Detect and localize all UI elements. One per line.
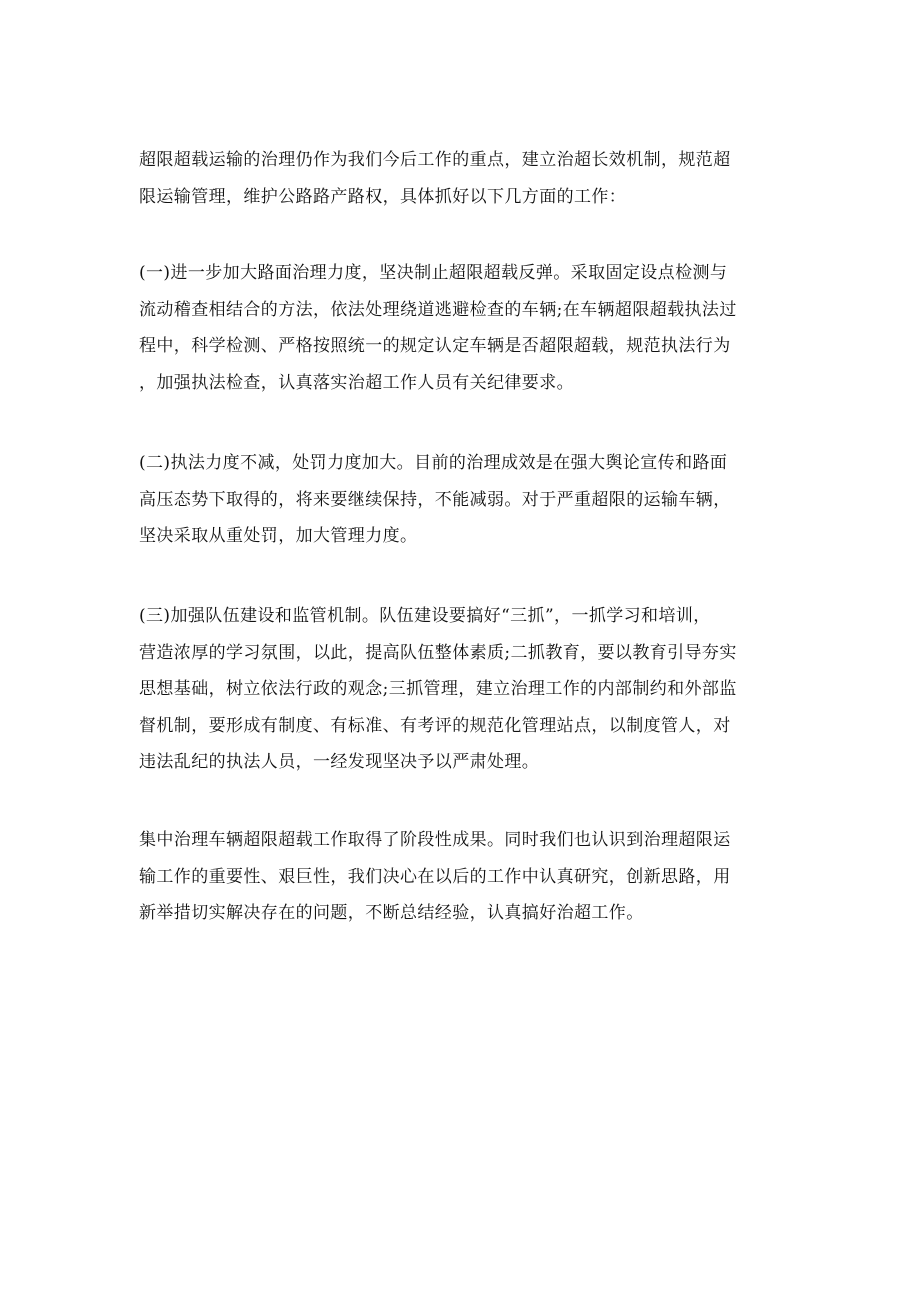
text-line: (二)执法力度不减，处罚力度加大。目前的治理成效是在强大舆论宣传和路面	[139, 453, 728, 473]
paragraph-item-two	[139, 445, 799, 555]
text-line: 限运输管理，维护公路路产路权，具体抓好以下几方面的工作：	[139, 186, 627, 207]
paragraph-item-three	[139, 598, 799, 781]
text-line: 督机制，要形成有制度、有标准、有考评的规范化管理站点，以制度管人，对	[139, 715, 731, 736]
text-line: 流动稽查相结合的方法，依法处理绕道逃避检查的车辆;在车辆超限超载执法过	[139, 299, 737, 320]
text-line: (一)进一步加大路面治理力度，坚决制止超限超载反弹。采取固定设点检测与	[139, 263, 728, 283]
text-line: ，加强执法检查，认真落实治超工作人员有关纪律要求。	[139, 372, 574, 393]
text-line: 思想基础，树立依法行政的观念;三抓管理，建立治理工作的内部制约和外部监	[139, 679, 737, 699]
text-line: 高压态势下取得的，将来要继续保持，不能减弱。对于严重超限的运输车辆，	[139, 489, 731, 510]
paragraph-intro	[139, 142, 799, 215]
text-line: 程中，科学检测、严格按照统一的规定认定车辆是否超限超载，规范执法行为	[139, 336, 731, 356]
text-line: 超限超载运输的治理仍作为我们今后工作的重点，建立治超长效机制，规范超	[139, 150, 731, 170]
text-line: (三)加强队伍建设和监管机制。队伍建设要搞好“三抓”，一抓学习和培训，	[139, 606, 711, 626]
text-line: 输工作的重要性、艰巨性，我们决心在以后的工作中认真研究，创新思路，用	[139, 866, 731, 887]
paragraph-conclusion	[139, 822, 799, 932]
text-line: 坚决采取从重处罚，加大管理力度。	[139, 526, 418, 546]
text-line: 集中治理车辆超限超载工作取得了阶段性成果。同时我们也认识到治理超限运	[139, 830, 731, 850]
text-line: 营造浓厚的学习氛围，以此，提高队伍整体素质;二抓教育，要以教育引导夯实	[139, 642, 737, 663]
text-line: 违法乱纪的执法人员，一经发现坚决予以严肃处理。	[139, 752, 540, 772]
text-line: 新举措切实解决存在的问题，不断总结经验，认真搞好治超工作。	[139, 903, 644, 923]
paragraph-item-one	[139, 255, 799, 401]
